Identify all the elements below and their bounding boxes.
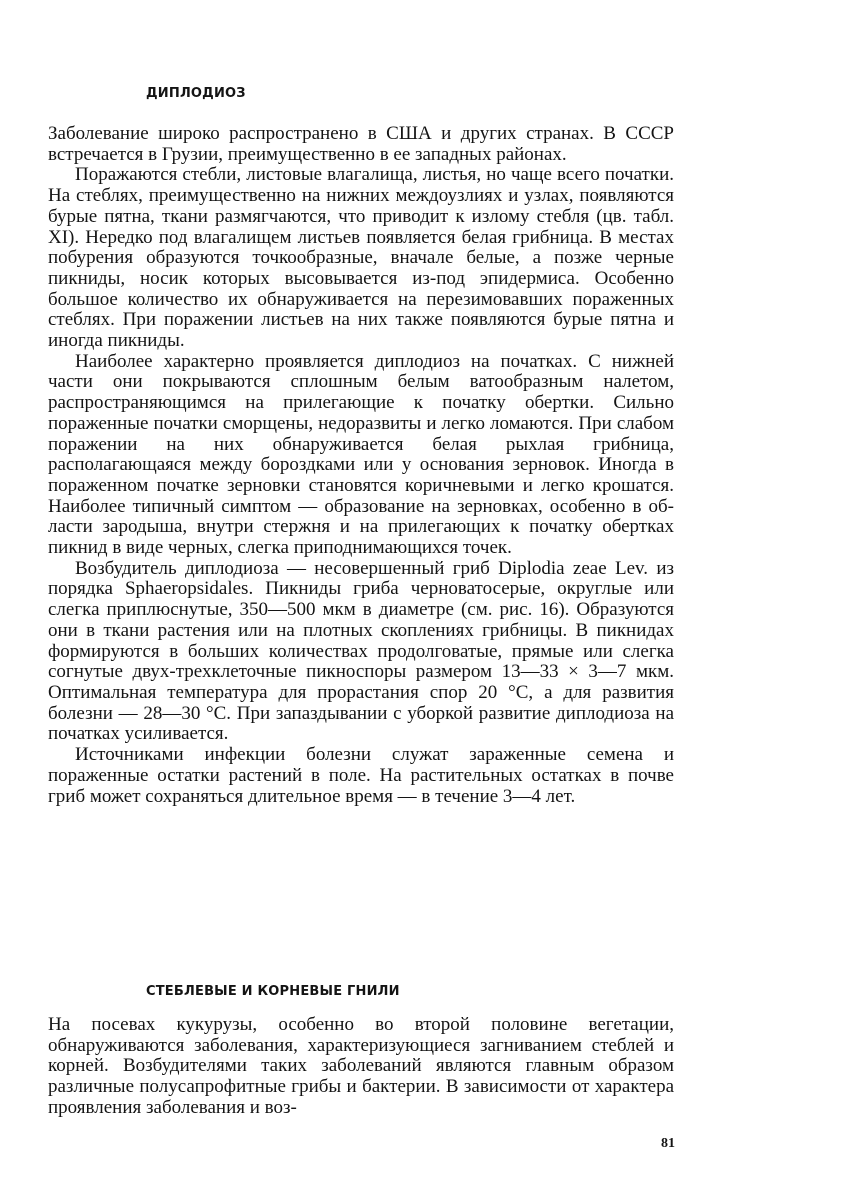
paragraph-symptoms-cobs: Наиболее характерно проявляется диплодиоз на початках. С нижней части они покрываются сплошным белым ватообразным налетом, распространяющимся на прилегающие к початку обертки. Сильно пораженные початки сморщены, недоразвиты и легко ломаются. При слабом поражении на них обнаруживается белая рыхлая грибница, располагающаяся между бороздками или у основания зерновок. Иногда в пораженном початке зерновки становятся коричневыми и легко крошатся. Наиболее типичный симптом — образование на зерновках, особенно в области зародыша, внутри стержня и на прилегающих к початку обертках пикнид в виде черных, слегка приподнимающихся точек. [48,350,674,559]
section-body-diplodiosis [48,124,674,807]
paragraph-rots-intro: На посевах кукурузы, особенно во второй половине вегетации, обнаруживаются заболевания, характеризующиеся загниванием стеблей и корней. Возбудителями таких заболеваний являются главным образом различные полусапрофитные грибы и бактерии. В зависимости от характера проявления заболевания и воз- [48,1014,674,1118]
page-number: 81 [661,1136,675,1151]
section-heading-stem-root-rots: СТЕБЛЕВЫЕ И КОРНЕВЫЕ ГНИЛИ [146,984,400,999]
paragraph-distribution: Заболевание широко распространено в США и других странах. В СССР встречается в Грузии, преимущественно в ее западных районах. [48,123,674,165]
section-heading-diplodiosis: ДИПЛОДИОЗ [146,86,246,101]
paragraph-pathogen: Возбудитель диплодиоза — несовершенный гриб Diplodia zeae Lev. из порядка Sphaeropsidales. Пикниды гриба черноватосерые, округлые или слегка приплюснутые, 350—500 мкм в диаметре (см. рис. 16). Образуются они в ткани растения или на плотных скоплениях грибницы. В пикнидах формируются в больших количествах продолговатые, прямые или слегка согнутые двух-трехклеточные пикноспоры размером 13—33 × 3—7 мкм. Оптимальная температура для прорастания спор 20 °С, а для развития болезни — 28—30 °С. При запаздывании с уборкой развитие диплодиоза на початках усиливается. [48,557,674,745]
book-page [48,0,674,1187]
section-body-stem-root-rots [48,1015,674,1119]
paragraph-symptoms-stems: Поражаются стебли, листовые влагалища, листья, но чаще всего початки. На стеблях, преимущественно на нижних междоузлиях и узлах, появляются бурые пятна, ткани размягчаются, что приводит к излому стебля (цв. табл. XI). Нередко под влагалищем листьев появляется белая грибница. В местах побурения образуются точкообразные, вначале белые, а позже черные пикниды, носик которых высовывается из-под эпидермиса. Особенно большое количество их обнаруживается на перезимовавших пораженных стеблях. При поражении листьев на них также появляются бурые пятна и иногда пикниды. [48,164,674,352]
paragraph-infection-sources: Источниками инфекции болезни служат зараженные семена и пораженные остатки растений в поле. На растительных остатках в почве гриб может сохраняться длительное время — в течение 3—4 лет. [48,744,674,807]
